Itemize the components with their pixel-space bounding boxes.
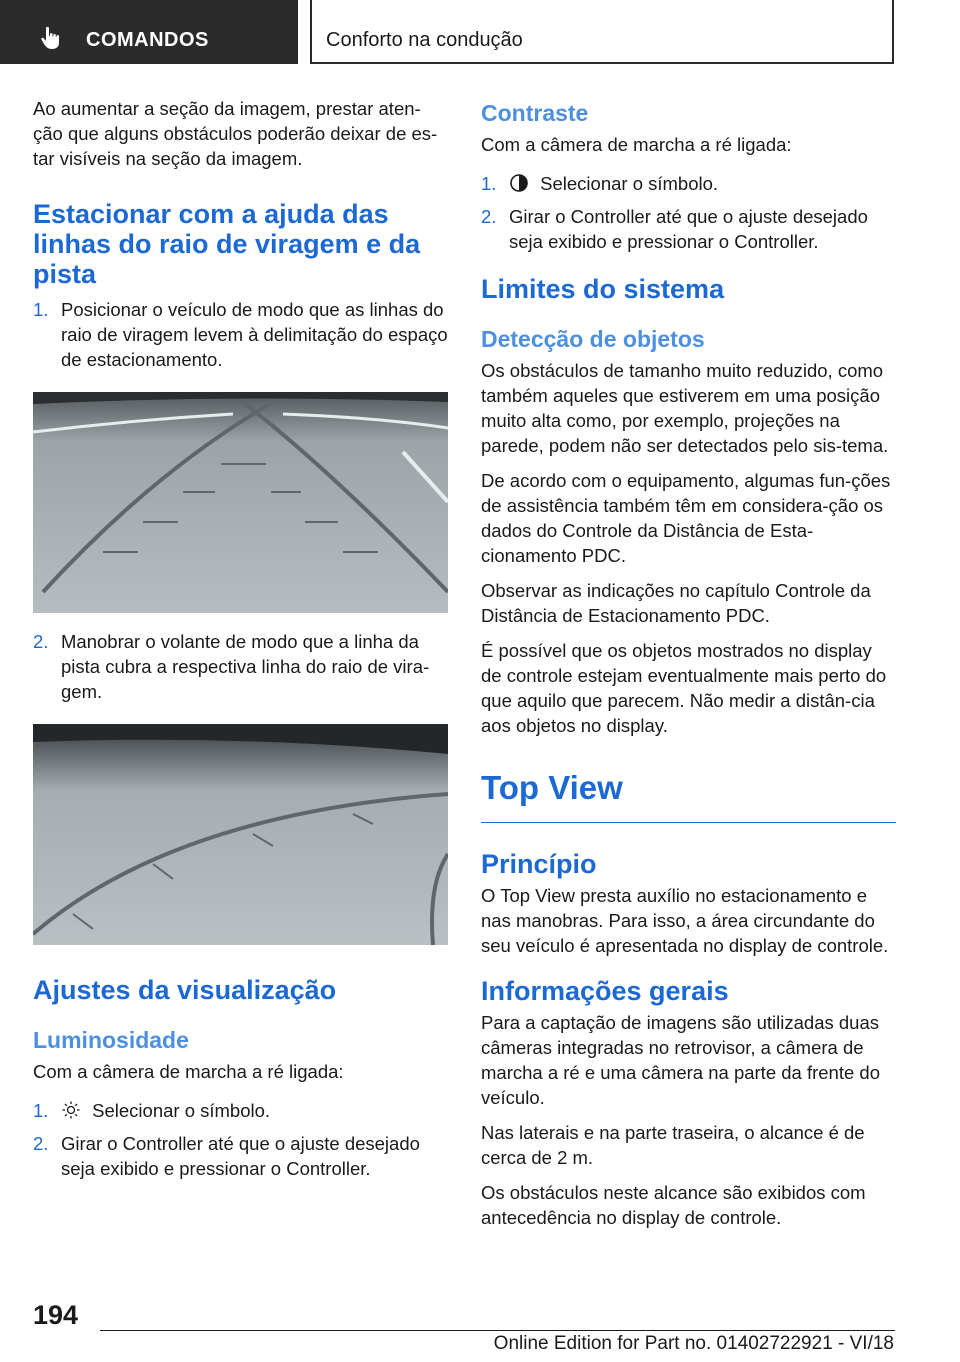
principle-text: O Top View presta auxílio no estacionamento e nas manobras. Para isso, a área circundante do seu veículo é apresentada no display de controle. — [481, 885, 889, 956]
list-item — [33, 1131, 448, 1181]
detection-heading: Detecção de objetos — [481, 326, 705, 352]
list-item — [33, 297, 448, 372]
step-number: 1. — [481, 173, 497, 194]
step-number: 2. — [33, 1133, 49, 1154]
detection-paragraph: É possível que os objetos mostrados no display de controle estejam eventualmente mais perto do que aquilo que parecem. Não medir a distân-cia aos objetos no display. — [481, 640, 887, 736]
chapter-title: Conforto na condução — [326, 29, 523, 51]
park-steps — [33, 297, 448, 372]
park-steps-continued — [33, 629, 448, 704]
step-text: Manobrar o volante de modo que a linha da pista cubra a respectiva linha do raio de vira-gem. — [61, 631, 430, 702]
detection-paragraph: De acordo com o equipamento, algumas fun-ções de assistência também têm em considera-ção os dados do Controle da Distância de Esta-cionamento PDC. — [481, 470, 891, 566]
general-paragraph: Os obstáculos neste alcance são exibidos com antecedência no display de controle. — [481, 1182, 866, 1228]
contrast-steps — [481, 171, 896, 254]
brightness-intro: Com a câmera de marcha a ré ligada: — [33, 1061, 344, 1082]
lane-line-camera-image — [33, 724, 448, 945]
contrast-intro: Com a câmera de marcha a ré ligada: — [481, 134, 792, 155]
step-text: Posicionar o veículo de modo que as linhas do raio de viragem levem à delimitação do espaço de estacionamento. — [61, 299, 448, 370]
step-number: 2. — [481, 206, 497, 227]
park-heading: Estacionar com a ajuda das linhas do raio de viragem e da pista — [33, 199, 421, 289]
chapter-header — [310, 0, 894, 64]
brightness-sun-icon — [61, 1100, 81, 1120]
right-column — [481, 100, 896, 1240]
general-paragraph: Nas laterais e na parte traseira, o alcance é de cerca de 2 m. — [481, 1122, 865, 1168]
list-item — [33, 629, 448, 704]
step-number: 1. — [33, 299, 49, 320]
hand-pointer-icon — [40, 26, 62, 50]
list-item — [481, 204, 896, 254]
left-column — [33, 96, 448, 1189]
brightness-heading: Luminosidade — [33, 1027, 189, 1053]
brightness-steps — [33, 1098, 448, 1181]
detection-paragraph: Os obstáculos de tamanho muito reduzido, como também aqueles que estiverem em uma posição muito alta como, por exemplo, projeções na parede, podem não ser detectados pelo sis-tema. — [481, 360, 889, 456]
limits-heading: Limites do sistema — [481, 274, 725, 304]
turning-radius-camera-image — [33, 392, 448, 613]
step-number: 1. — [33, 1100, 49, 1121]
section-label: COMANDOS — [86, 29, 209, 51]
step-text: Girar o Controller até que o ajuste desejado seja exibido e pressionar o Controller. — [61, 1133, 420, 1179]
display-heading: Ajustes da visualização — [33, 975, 337, 1005]
intro-paragraph: Ao aumentar a seção da imagem, prestar aten-ção que alguns obstáculos poderão deixar de es-tar visíveis na seção da imagem. — [33, 98, 438, 169]
footer-divider — [100, 1330, 895, 1331]
step-text: Girar o Controller até que o ajuste desejado seja exibido e pressionar o Controller. — [509, 206, 868, 252]
step-text: Selecionar o símbolo. — [540, 173, 719, 194]
principle-heading: Princípio — [481, 849, 597, 879]
topview-heading: Top View — [481, 769, 623, 806]
contrast-half-circle-icon — [509, 173, 529, 193]
section-divider — [481, 822, 896, 823]
section-tab — [0, 0, 298, 64]
contrast-heading: Contraste — [481, 100, 589, 126]
edition-note: Online Edition for Part no. 01402722921 - VI/18 — [493, 1333, 894, 1354]
page-number: 194 — [33, 1300, 79, 1330]
general-heading: Informações gerais — [481, 976, 729, 1006]
detection-paragraph: Observar as indicações no capítulo Controle da Distância de Estacionamento PDC. — [481, 580, 871, 626]
step-number: 2. — [33, 631, 49, 652]
general-paragraph: Para a captação de imagens são utilizadas duas câmeras integradas no retrovisor, a câmera de marcha a ré e uma câmera na parte da frente do veículo. — [481, 1012, 880, 1108]
step-text: Selecionar o símbolo. — [92, 1100, 271, 1121]
list-item — [33, 1098, 448, 1123]
list-item — [481, 171, 896, 196]
